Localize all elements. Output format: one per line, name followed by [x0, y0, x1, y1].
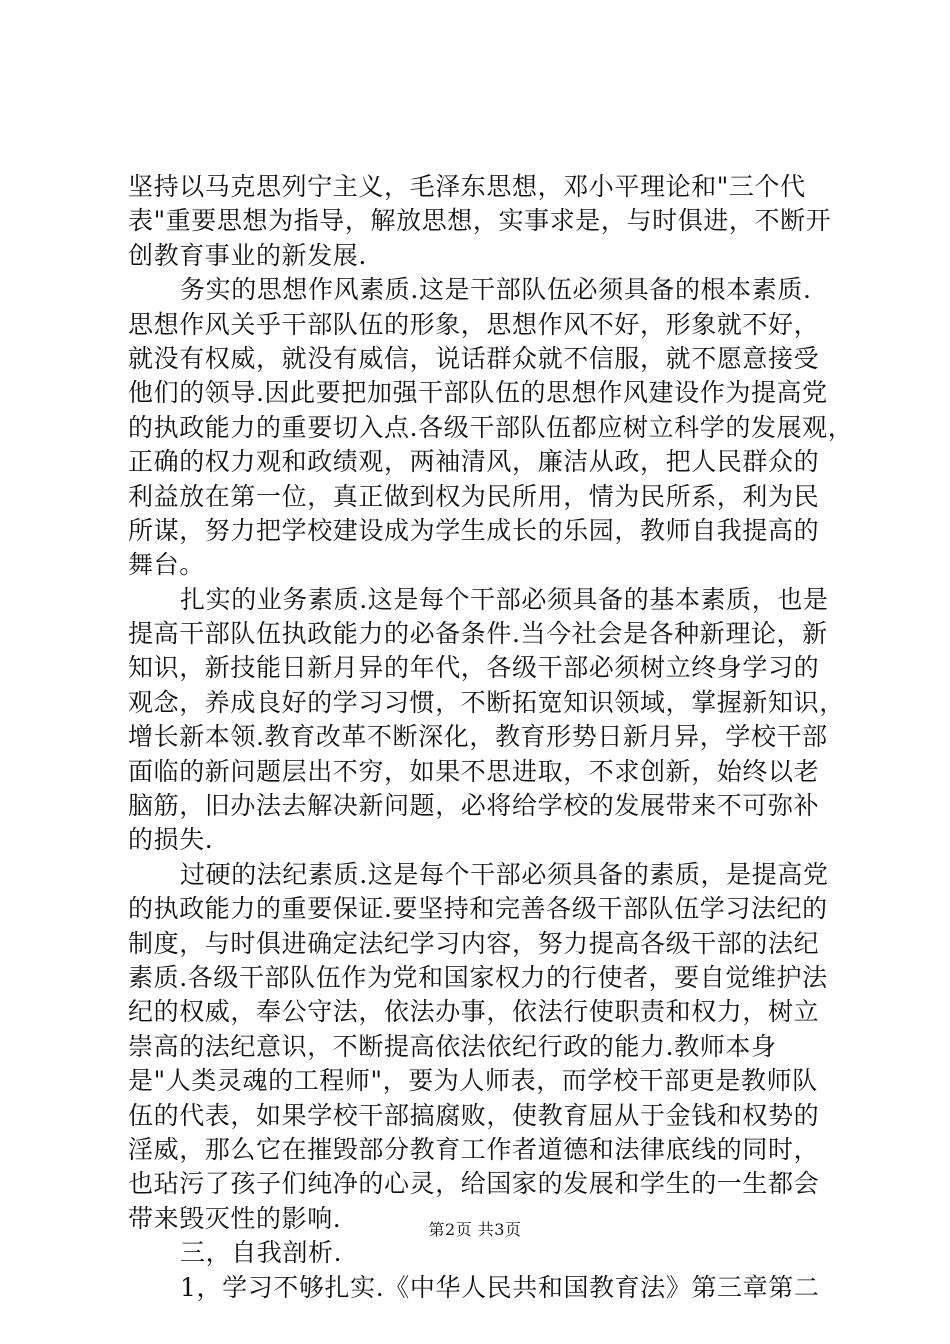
text-line: 务实的思想作风素质.这是干部队伍必须具备的根本素质. — [180, 275, 812, 305]
paragraph — [128, 1271, 838, 1305]
text-line: 淫威，那么它在摧毁部分教育工作者道德和法律底线的同时， — [128, 1134, 820, 1164]
text-line: 增长新本领.教育改革不断深化，教育形势日新月异，学校干部 — [128, 722, 828, 752]
text-line: 舞台。 — [128, 550, 205, 580]
text-line: 素质.各级干部队伍作为党和国家权力的行使者，要自觉维护法 — [128, 962, 828, 992]
text-line: 表"重要思想为指导，解放思想，实事求是，与时俱进，不断开 — [128, 206, 832, 236]
page-footer: 第2页 共3页 — [428, 1220, 522, 1239]
text-line: 观念，养成良好的学习习惯，不断拓宽知识领域，掌握新知识， — [128, 687, 845, 717]
text-line: 1，学习不够扎实.《中华人民共和国教育法》第三章第二 — [180, 1272, 820, 1302]
text-line: 的执政能力的重要保证.要坚持和完善各级干部队伍学习法纪的 — [128, 894, 828, 924]
text-line: 坚持以马克思列宁主义，毛泽东思想，邓小平理论和"三个代 — [128, 172, 806, 201]
text-line: 就没有权威，就没有威信，说话群众就不信服，就不愿意接受 — [128, 343, 820, 373]
text-line: 正确的权力观和政绩观，两袖清风，廉洁从政，把人民群众的 — [128, 447, 820, 477]
text-line: 制度，与时俱进确定法纪学习内容，努力提高各级干部的法纪 — [128, 928, 820, 958]
text-line: 过硬的法纪素质.这是每个干部必须具备的素质，是提高党 — [180, 859, 829, 889]
text-line: 的损失. — [128, 825, 214, 855]
text-line: 伍的代表，如果学校干部搞腐败，使教育屈从于金钱和权势的 — [128, 1100, 820, 1130]
text-line: 三，自我剖析. — [180, 1238, 343, 1268]
text-line: 也玷污了孩子们纯净的心灵，给国家的发展和学生的一生都会 — [128, 1169, 820, 1199]
text-line: 所谋，努力把学校建设成为学生成长的乐园，教师自我提高的 — [128, 515, 820, 545]
text-line: 纪的权威，奉公守法，依法办事，依法行使职责和权力，树立 — [128, 997, 820, 1027]
paragraph — [128, 273, 854, 583]
text-line: 是"人类灵魂的工程师"，要为人师表，而学校干部更是教师队 — [128, 1066, 818, 1096]
paragraph — [128, 170, 838, 273]
text-line: 提高干部队伍执政能力的必备条件.当今社会是各种新理论，新 — [128, 619, 828, 649]
text-line: 带来毁灭性的影响. — [128, 1203, 342, 1233]
text-line: 的执政能力的重要切入点.各级干部队伍都应树立科学的发展观， — [128, 412, 854, 442]
text-line: 扎实的业务素质.这是每个干部必须具备的基本素质，也是 — [180, 584, 829, 614]
text-line: 利益放在第一位，真正做到权为民所用，情为民所系，利为民 — [128, 481, 820, 511]
text-line: 创教育事业的新发展. — [128, 240, 367, 270]
document-body — [128, 170, 854, 1305]
text-line: 崇高的法纪意识，不断提高依法依纪行政的能力.教师本身 — [128, 1031, 777, 1061]
text-line: 思想作风关乎干部队伍的形象，思想作风不好，形象就不好， — [128, 309, 820, 339]
paragraph — [128, 1236, 838, 1270]
text-line: 脑筋，旧办法去解决新问题，必将给学校的发展带来不可弥补 — [128, 791, 820, 821]
paragraph — [128, 858, 838, 1236]
text-line: 他们的领导.因此要把加强干部队伍的思想作风建设作为提高党 — [128, 378, 828, 408]
paragraph — [128, 583, 845, 858]
text-line: 面临的新问题层出不穷，如果不思进取，不求创新，始终以老 — [128, 756, 820, 786]
text-line: 知识，新技能日新月异的年代，各级干部必须树立终身学习的 — [128, 653, 820, 683]
